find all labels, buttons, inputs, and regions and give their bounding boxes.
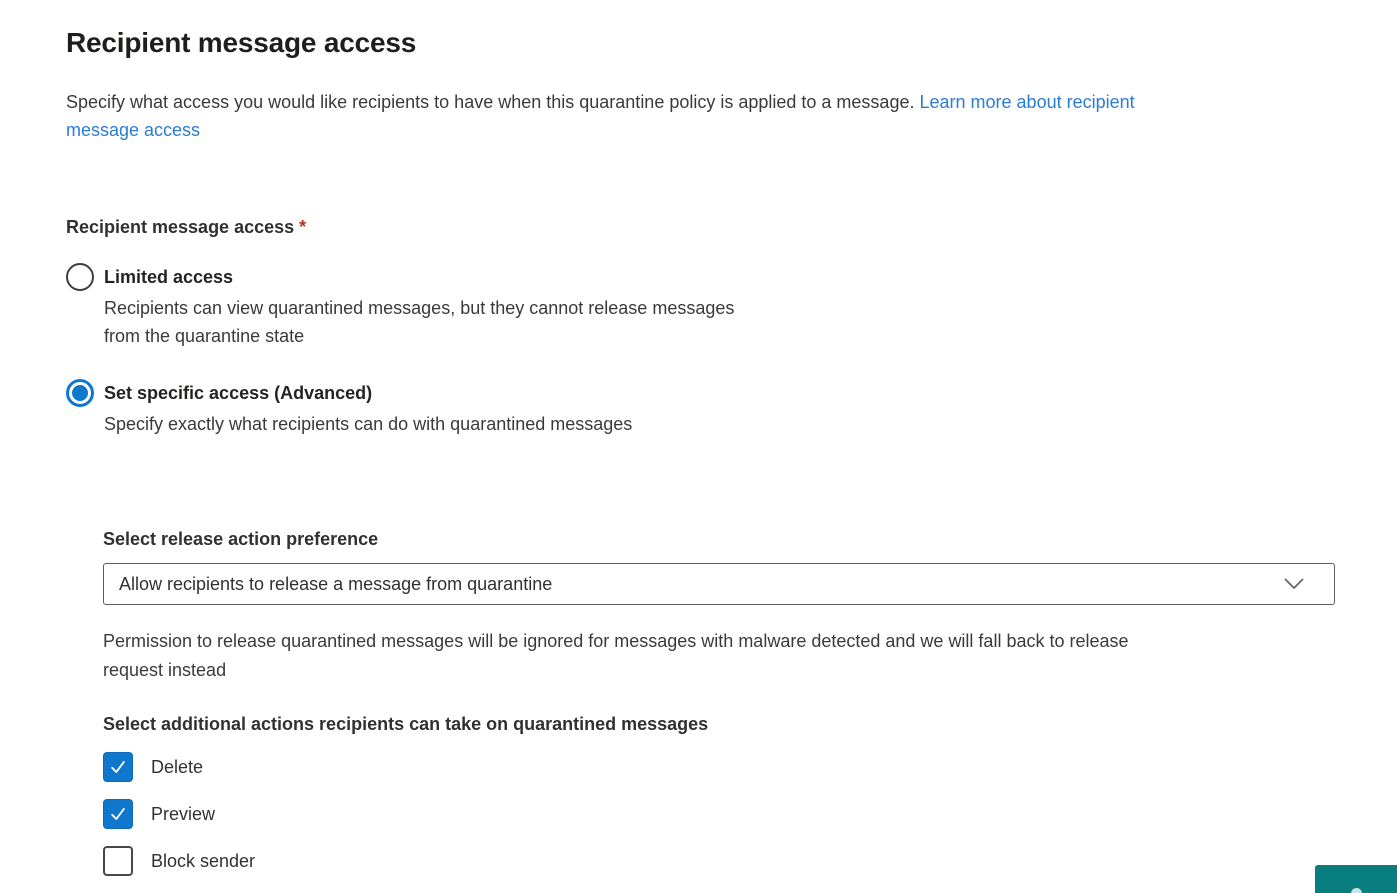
radio-button-set-specific-access[interactable] xyxy=(66,379,94,407)
checkbox-row-preview[interactable] xyxy=(103,799,1332,829)
checkbox-block-sender[interactable] xyxy=(103,846,133,876)
radio-description-limited-access-line1: Recipients can view quarantined messages, but they cannot release messages xyxy=(104,298,735,318)
radio-option-set-specific-access[interactable] xyxy=(66,378,1332,438)
chevron-down-icon xyxy=(1284,578,1304,590)
radio-option-limited-access-body xyxy=(104,262,734,350)
intro-paragraph xyxy=(66,88,1332,144)
learn-more-link-line1[interactable]: Learn more about recipient xyxy=(919,92,1135,112)
radio-description-limited-access-line2: from the quarantine state xyxy=(104,326,305,346)
checkbox-row-block-sender[interactable] xyxy=(103,846,1332,876)
checkbox-preview[interactable] xyxy=(103,799,133,829)
required-asterisk: * xyxy=(299,217,307,237)
radio-description-set-specific-access: Specify exactly what recipients can do with quarantined messages xyxy=(104,414,633,434)
page-title: Recipient message access xyxy=(66,27,417,58)
radio-label-limited-access[interactable]: Limited access xyxy=(104,267,234,287)
additional-actions-label: Select additional actions recipients can take on quarantined messages xyxy=(103,714,709,734)
checkbox-label-delete[interactable]: Delete xyxy=(151,756,204,777)
checkmark-icon xyxy=(108,804,128,824)
release-action-dropdown[interactable] xyxy=(103,563,1335,605)
learn-more-link-line2[interactable]: message access xyxy=(66,120,201,140)
advanced-access-section xyxy=(103,528,1332,876)
release-action-label: Select release action preference xyxy=(103,529,379,549)
release-action-dropdown-value: Allow recipients to release a message from quarantine xyxy=(119,573,553,594)
feedback-button[interactable] xyxy=(1315,865,1397,893)
radio-label-set-specific-access[interactable]: Set specific access (Advanced) xyxy=(104,383,373,403)
checkbox-delete[interactable] xyxy=(103,752,133,782)
radio-option-set-specific-access-body xyxy=(104,378,632,438)
recipient-access-label-text: Recipient message access xyxy=(66,217,295,237)
release-action-help-text xyxy=(103,627,1332,685)
intro-text: Specify what access you would like recipients to have when this quarantine policy is applied to a message. xyxy=(66,92,915,112)
feedback-icon xyxy=(1351,888,1362,893)
checkmark-icon xyxy=(108,757,128,777)
release-action-help-line1: Permission to release quarantined messages will be ignored for messages with malware detected and we will fall back to release xyxy=(103,631,1129,651)
checkbox-label-preview[interactable]: Preview xyxy=(151,803,216,824)
radio-button-limited-access[interactable] xyxy=(66,263,94,291)
checkbox-label-block-sender[interactable]: Block sender xyxy=(151,850,256,871)
recipient-access-field-label xyxy=(66,216,1332,238)
radio-option-limited-access[interactable] xyxy=(66,262,1332,350)
release-action-help-line2: request instead xyxy=(103,660,227,680)
radio-description-limited-access xyxy=(104,294,734,350)
checkbox-row-delete[interactable] xyxy=(103,752,1332,782)
